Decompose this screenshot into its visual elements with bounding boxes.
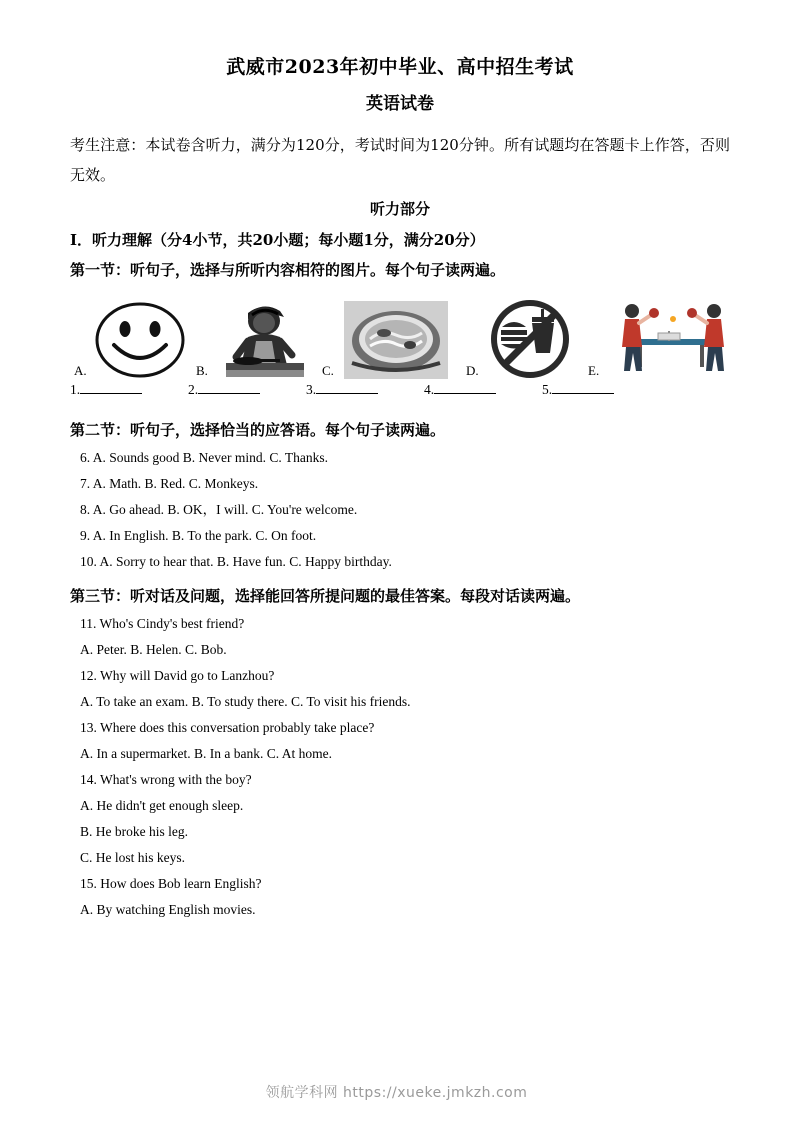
blank-number-4: 4.: [424, 382, 435, 397]
page-subtitle: 英语试卷: [366, 94, 434, 114]
answer-blank-2[interactable]: [188, 381, 260, 398]
blank-line[interactable]: [80, 381, 142, 394]
picture-label-a: A.: [74, 363, 87, 378]
question-11: 11. Who's Cindy's best friend?: [80, 616, 245, 631]
answer-blank-5[interactable]: [542, 381, 614, 398]
blank-number-1: 1.: [70, 382, 81, 397]
picture-label-d: D.: [466, 363, 479, 378]
page-footer-watermark: 领航学科网 https://xueke.jmkzh.com: [265, 1085, 528, 1101]
blank-number-5: 5.: [542, 382, 553, 397]
blank-number-3: 3.: [306, 382, 317, 397]
question-15: 15. How does Bob learn English?: [80, 876, 262, 891]
question-13: 13. Where does this conversation probably take place?: [80, 720, 375, 735]
blank-line[interactable]: [434, 381, 496, 394]
picture-label-e: E.: [588, 363, 600, 378]
blank-line[interactable]: [316, 381, 378, 394]
blank-line[interactable]: [552, 381, 614, 394]
picture-label-b: B.: [196, 363, 208, 378]
blank-line[interactable]: [198, 381, 260, 394]
page-title: 武威市2023年初中毕业、高中招生考试: [226, 56, 574, 78]
question-14: 14. What's wrong with the boy?: [80, 772, 252, 787]
question-14-option-b: B. He broke his leg.: [80, 824, 188, 839]
smiley-face-icon: [94, 301, 186, 379]
candidate-notice: 考生注意：本试卷含听力，满分为120分，考试时间为120分钟。所有试题均在答题卡上作答，否则无效。: [70, 136, 730, 184]
question-9: 9. A. In English. B. To the park. C. On foot.: [80, 528, 317, 543]
picture-label-c: C.: [322, 363, 334, 378]
question-11-options: A. Peter. B. Helen. C. Bob.: [80, 642, 227, 657]
question-6: 6. A. Sounds good B. Never mind. C. Thanks.: [80, 450, 329, 465]
page-content: [70, 52, 730, 923]
answer-blank-4[interactable]: [424, 381, 496, 398]
blank-number-2: 2.: [188, 382, 199, 397]
question-13-options: A. In a supermarket. B. In a bank. C. At home.: [80, 746, 332, 761]
question-14-option-c: C. He lost his keys.: [80, 850, 186, 865]
question-14-option-a: A. He didn't get enough sleep.: [80, 798, 244, 813]
no-food-or-drink-icon: [488, 299, 572, 379]
answer-blank-3[interactable]: [306, 381, 378, 398]
section-i-heading: Ⅰ．听力理解（分4小节，共20小题；每小题1分，满分20分）: [70, 231, 485, 249]
question-10: 10. A. Sorry to hear that. B. Have fun. C. Happy birthday.: [80, 554, 392, 569]
answer-blank-1[interactable]: [70, 381, 142, 398]
question-12: 12. Why will David go to Lanzhou?: [80, 668, 275, 683]
subsection-1-heading: 第一节：听句子，选择与所听内容相符的图片。每个句子读两遍。: [70, 261, 506, 279]
table-tennis-players-icon: [610, 295, 730, 379]
picture-options-row: [70, 293, 730, 379]
question-8: 8. A. Go ahead. B. OK，I will. C. You're welcome.: [80, 502, 358, 517]
answer-blanks-row: [70, 381, 730, 407]
question-7: 7. A. Math. B. Red. C. Monkeys.: [80, 476, 259, 491]
question-15-option-a: A. By watching English movies.: [80, 902, 256, 917]
bowl-of-noodles-icon: [344, 301, 448, 379]
question-12-options: A. To take an exam. B. To study there. C. To visit his friends.: [80, 694, 411, 709]
person-cooking-icon: [218, 297, 310, 379]
subsection-2-heading: 第二节：听句子，选择恰当的应答语。每个句子读两遍。: [70, 421, 446, 439]
part-heading-listening: 听力部分: [369, 200, 430, 218]
subsection-3-heading: 第三节：听对话及问题，选择能回答所提问题的最佳答案。每段对话读两遍。: [70, 587, 581, 605]
